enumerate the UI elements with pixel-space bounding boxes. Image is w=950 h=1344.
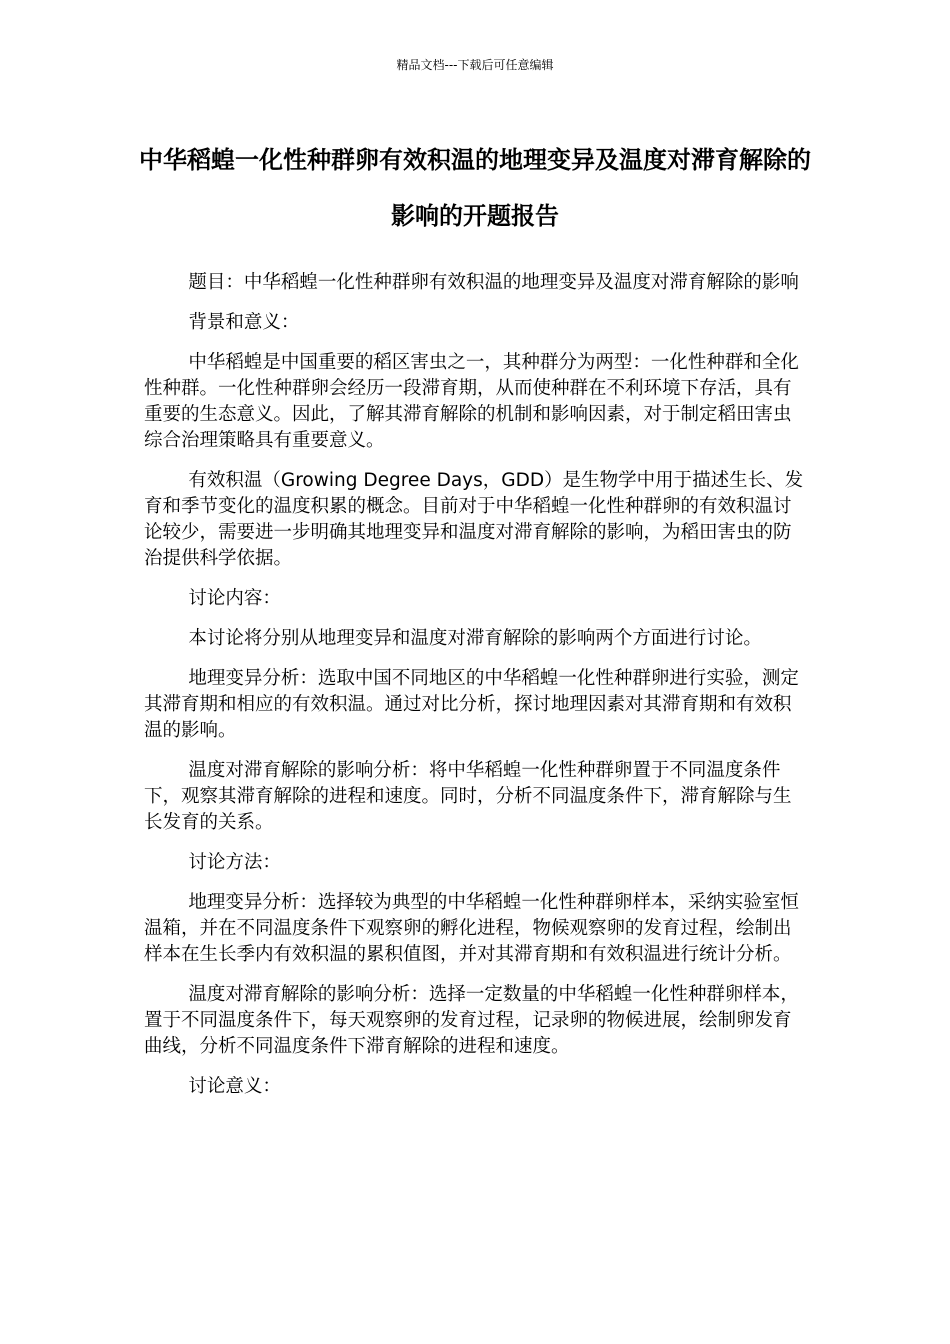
paragraph-method-temp: 温度对滞育解除的影响分析：选择一定数量的中华稻蝗一化性种群卵样本，置于不同温度条件下，每天观察卵的发育过程，记录卵的物候进展，绘制卵发育曲线，分析不同温度条件下滞育解除的进程和速度。 xyxy=(144,984,799,1057)
document-title: 中华稻蝗一化性种群卵有效积温的地理变异及温度对滞育解除的影响的开题报告 xyxy=(139,146,811,230)
heading-significance: 讨论意义： xyxy=(188,1076,281,1097)
paragraph-background-2: 有效积温（Growing Degree Days，GDD）是生物学中用于描述生长、发育和季节变化的温度积累的概念。目前对于中华稻蝗一化性种群卵的有效积温讨论较少，需要进一步明确其地理变异和温度对滞育解除的影响，为稻田害虫的防治提供科学依据。 xyxy=(144,470,804,569)
heading-background: 背景和意义： xyxy=(188,312,300,333)
paragraph-temp-analysis: 温度对滞育解除的影响分析：将中华稻蝗一化性种群卵置于不同温度条件下，观察其滞育解除的进程和速度。同时，分析不同温度条件下，滞育解除与生长发育的关系。 xyxy=(144,760,792,833)
paragraph-topic: 题目：中华稻蝗一化性种群卵有效积温的地理变异及温度对滞育解除的影响 xyxy=(188,272,799,293)
paragraph-background-1: 中华稻蝗是中国重要的稻区害虫之一，其种群分为两型：一化性种群和全化性种群。一化性种群卵会经历一段滞育期，从而使种群在不利环境下存活，具有重要的生态意义。因此，了解其滞育解除的机制和影响因素，对于制定稻田害虫综合治理策略具有重要意义。 xyxy=(144,352,799,451)
paragraph-geo-analysis: 地理变异分析：选取中国不同地区的中华稻蝗一化性种群卵进行实验，测定其滞育期和相应的有效积温。通过对比分析，探讨地理因素对其滞育期和有效积温的影响。 xyxy=(144,668,799,741)
paragraph-content-intro: 本讨论将分别从地理变异和温度对滞育解除的影响两个方面进行讨论。 xyxy=(188,628,762,649)
document-body xyxy=(144,270,806,1114)
paragraph-method-geo: 地理变异分析：选择较为典型的中华稻蝗一化性种群卵样本，采纳实验室恒温箱，并在不同温度条件下观察卵的孵化进程，物候观察卵的发育过程，绘制出样本在生长季内有效积温的累积值图，并对其滞育期和有效积温进行统计分析。 xyxy=(144,892,799,965)
heading-content: 讨论内容： xyxy=(188,588,281,609)
page-header: 精品文档---下载后可任意编辑 xyxy=(396,58,554,72)
heading-methods: 讨论方法： xyxy=(188,852,281,873)
